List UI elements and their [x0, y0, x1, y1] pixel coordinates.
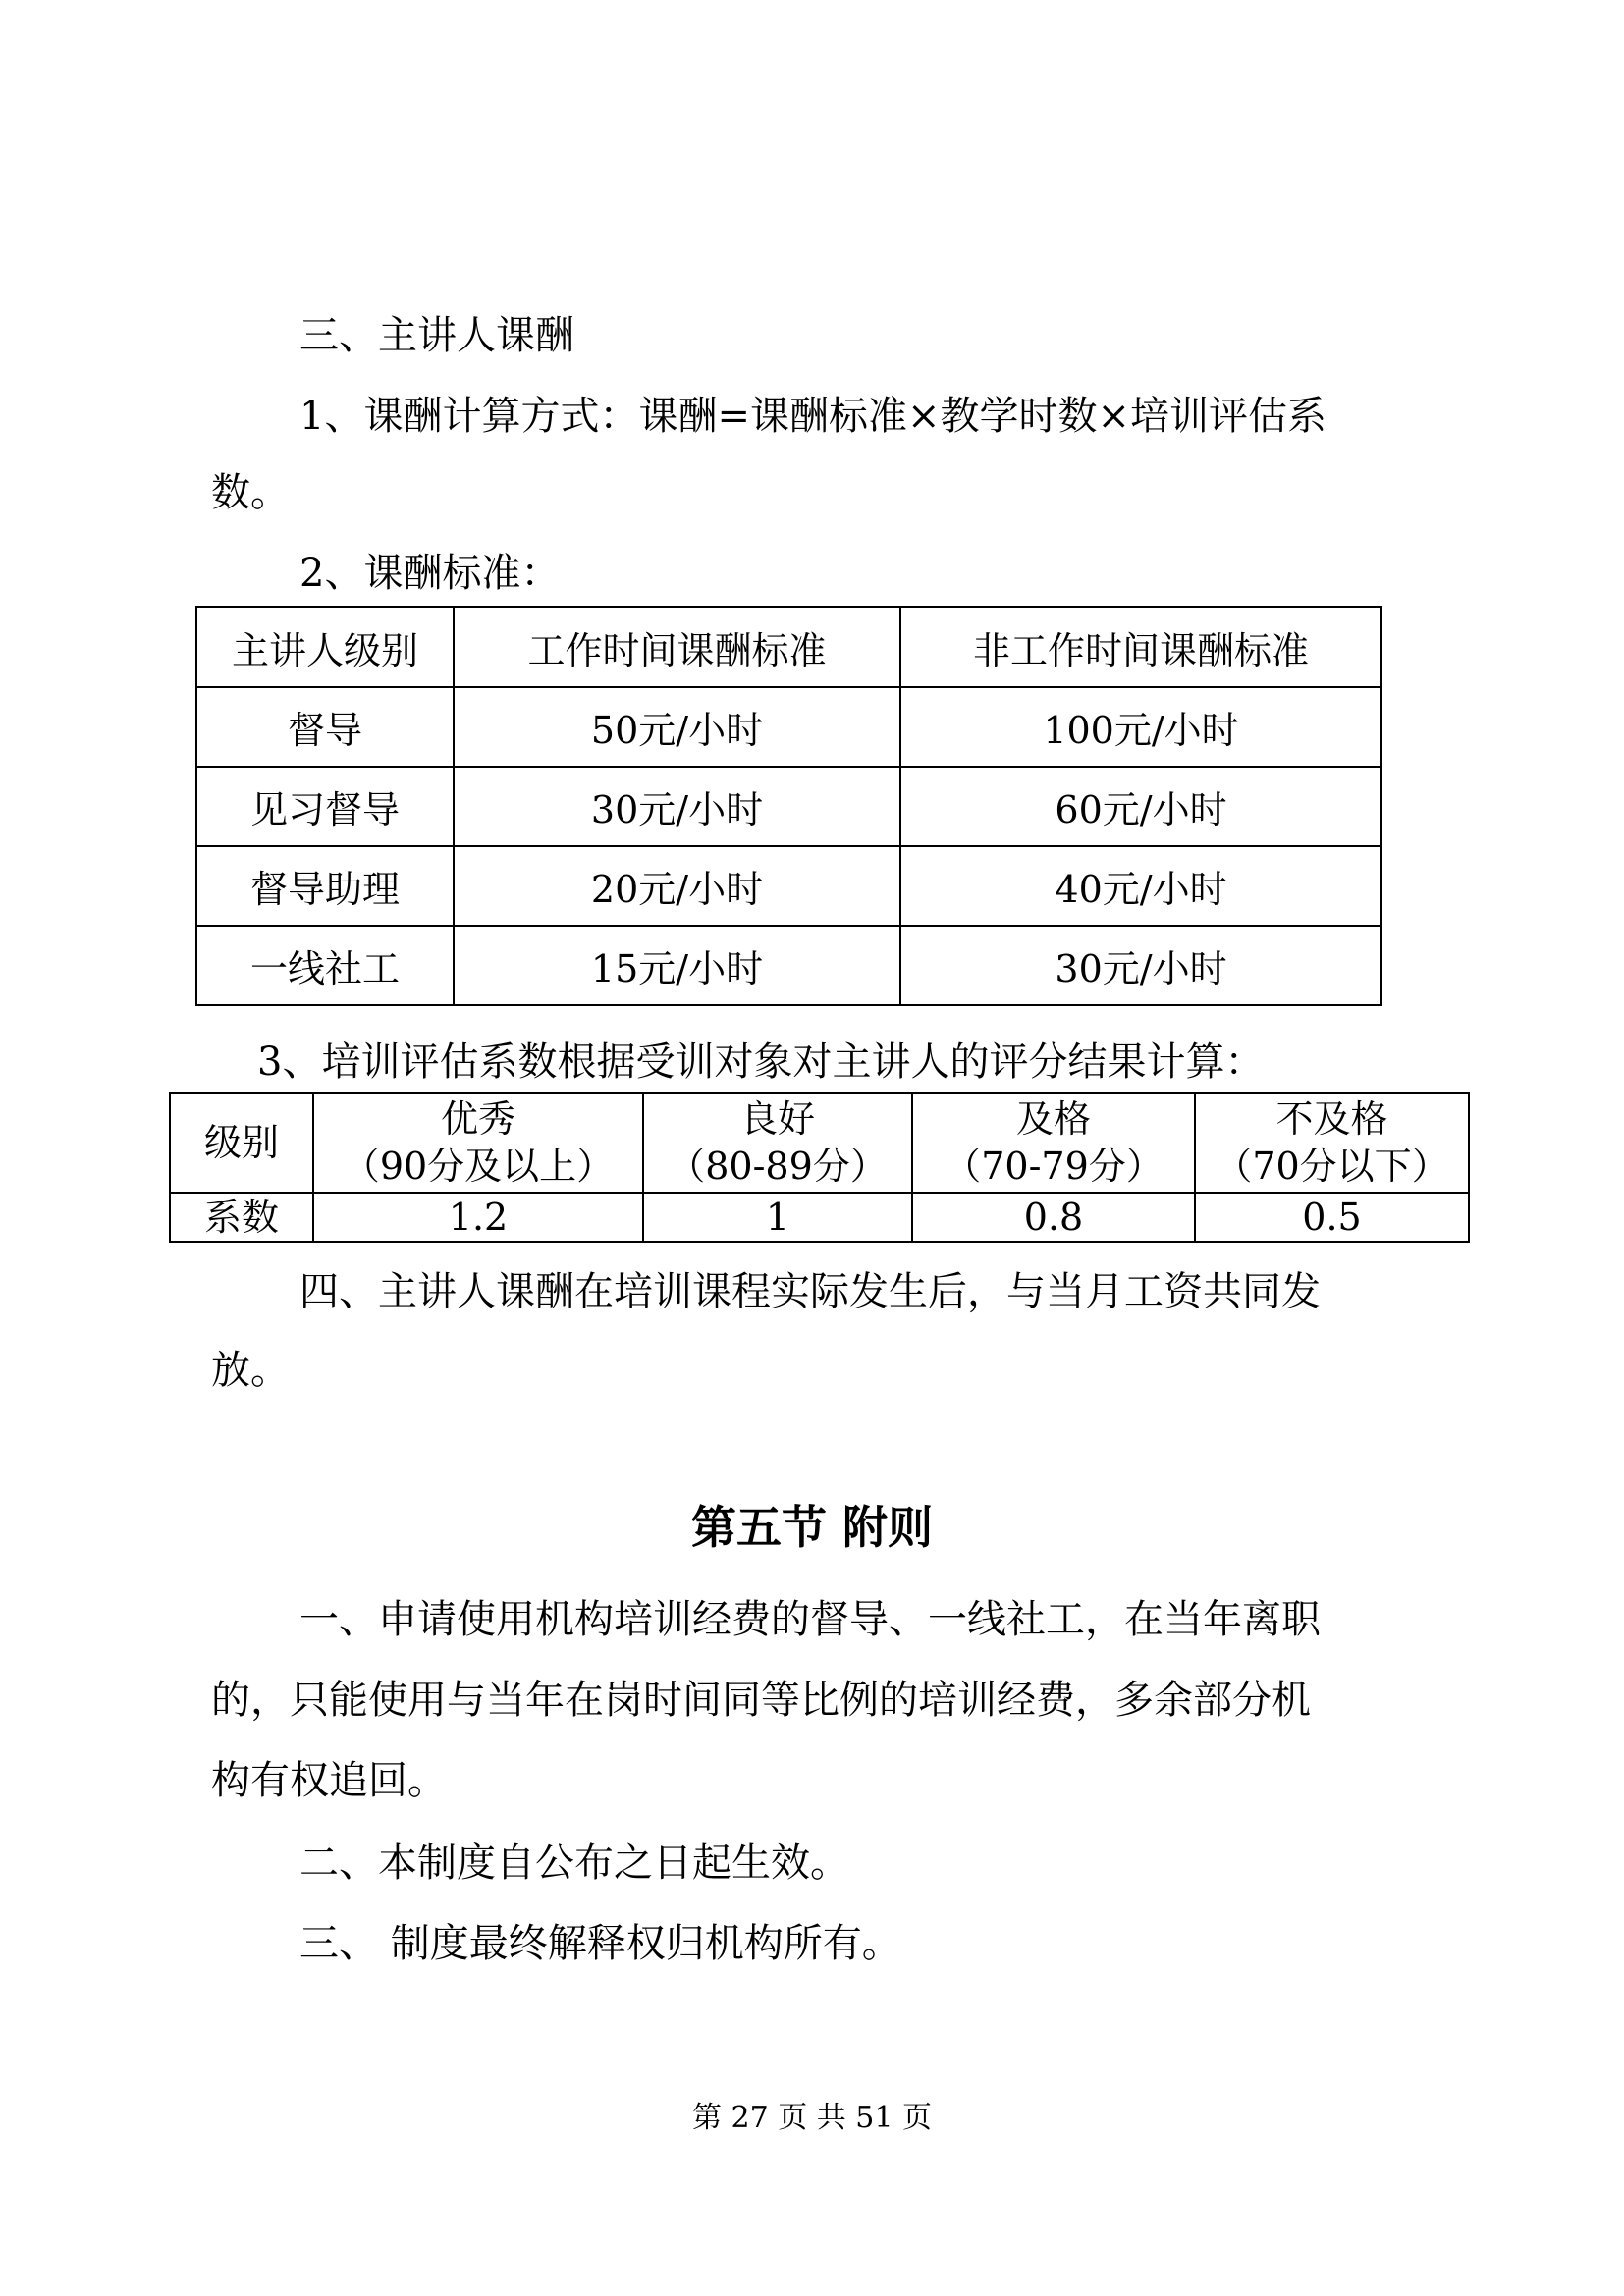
table-cell: 15元/小时 [454, 926, 900, 1005]
table-row [196, 846, 1381, 926]
table-header-cell: 非工作时间课酬标准 [900, 607, 1381, 687]
table-cell: 50元/小时 [454, 687, 900, 767]
table-cell: 100元/小时 [900, 687, 1381, 767]
coef-value-cell: 0.8 [912, 1193, 1195, 1242]
fee-standard-label: 2、课酬标准： [299, 551, 561, 596]
table-cell: 督导 [196, 687, 454, 767]
table-row [196, 687, 1381, 767]
grade-name: 优秀 [440, 1097, 515, 1141]
fee-formula-line2: 数。 [211, 470, 290, 515]
table-cell: 见习督导 [196, 767, 454, 846]
table-cell: 一线社工 [196, 926, 454, 1005]
appendix-para1-line1: 一、申请使用机构培训经费的督导、一线社工，在当年离职 [299, 1597, 1321, 1642]
fee-formula-line1: 1、课酬计算方式：课酬=课酬标准×教学时数×培训评估系 [299, 394, 1326, 439]
grade-range: （90分及以上） [342, 1145, 615, 1188]
table-header-cell: 工作时间课酬标准 [454, 607, 900, 687]
table-header-row [170, 1093, 1469, 1193]
grade-cell [643, 1093, 912, 1193]
table-cell: 30元/小时 [454, 767, 900, 846]
table-header-cell: 主讲人级别 [196, 607, 454, 687]
grade-cell [1195, 1093, 1469, 1193]
coef-value-cell: 1 [643, 1193, 912, 1242]
grade-name: 不及格 [1275, 1097, 1388, 1141]
coef-value-cell: 1.2 [313, 1193, 643, 1242]
table-cell: 60元/小时 [900, 767, 1381, 846]
coef-label-cell: 系数 [170, 1193, 313, 1242]
table-cell: 30元/小时 [900, 926, 1381, 1005]
payment-timing-line2: 放。 [211, 1348, 290, 1393]
payment-timing-line1: 四、主讲人课酬在培训课程实际发生后，与当月工资共同发 [299, 1269, 1321, 1314]
section-heading: 第五节 附则 [690, 1501, 933, 1554]
table-cell: 督导助理 [196, 846, 454, 926]
table-row [196, 767, 1381, 846]
fee-standard-table [195, 606, 1382, 1006]
table-header-row [196, 607, 1381, 687]
grade-name: 良好 [739, 1097, 815, 1141]
appendix-para1-line3: 构有权追回。 [211, 1758, 447, 1803]
coef-value-cell: 0.5 [1195, 1193, 1469, 1242]
appendix-para1-line2: 的，只能使用与当年在岗时间同等比例的培训经费，多余部分机 [211, 1678, 1311, 1723]
coefficient-table [169, 1092, 1470, 1243]
grade-range: （70分以下） [1215, 1145, 1449, 1188]
appendix-para2: 二、本制度自公布之日起生效。 [299, 1841, 849, 1886]
table-cell: 40元/小时 [900, 846, 1381, 926]
table-row [170, 1193, 1469, 1242]
grade-name: 及格 [1015, 1097, 1091, 1141]
table-row [196, 926, 1381, 1005]
grade-range: （70-79分） [944, 1145, 1164, 1188]
page-number: 第 27 页 共 51 页 [691, 2101, 933, 2135]
level-label-cell: 级别 [170, 1093, 313, 1193]
coefficient-description: 3、培训评估系数根据受训对象对主讲人的评分结果计算： [257, 1040, 1265, 1085]
table-cell: 20元/小时 [454, 846, 900, 926]
grade-cell [912, 1093, 1195, 1193]
grade-cell [313, 1093, 643, 1193]
grade-range: （80-89分） [668, 1145, 888, 1188]
section-title-fee: 三、主讲人课酬 [299, 313, 574, 358]
appendix-para3: 三、 制度最终解释权归机构所有。 [299, 1921, 901, 1966]
